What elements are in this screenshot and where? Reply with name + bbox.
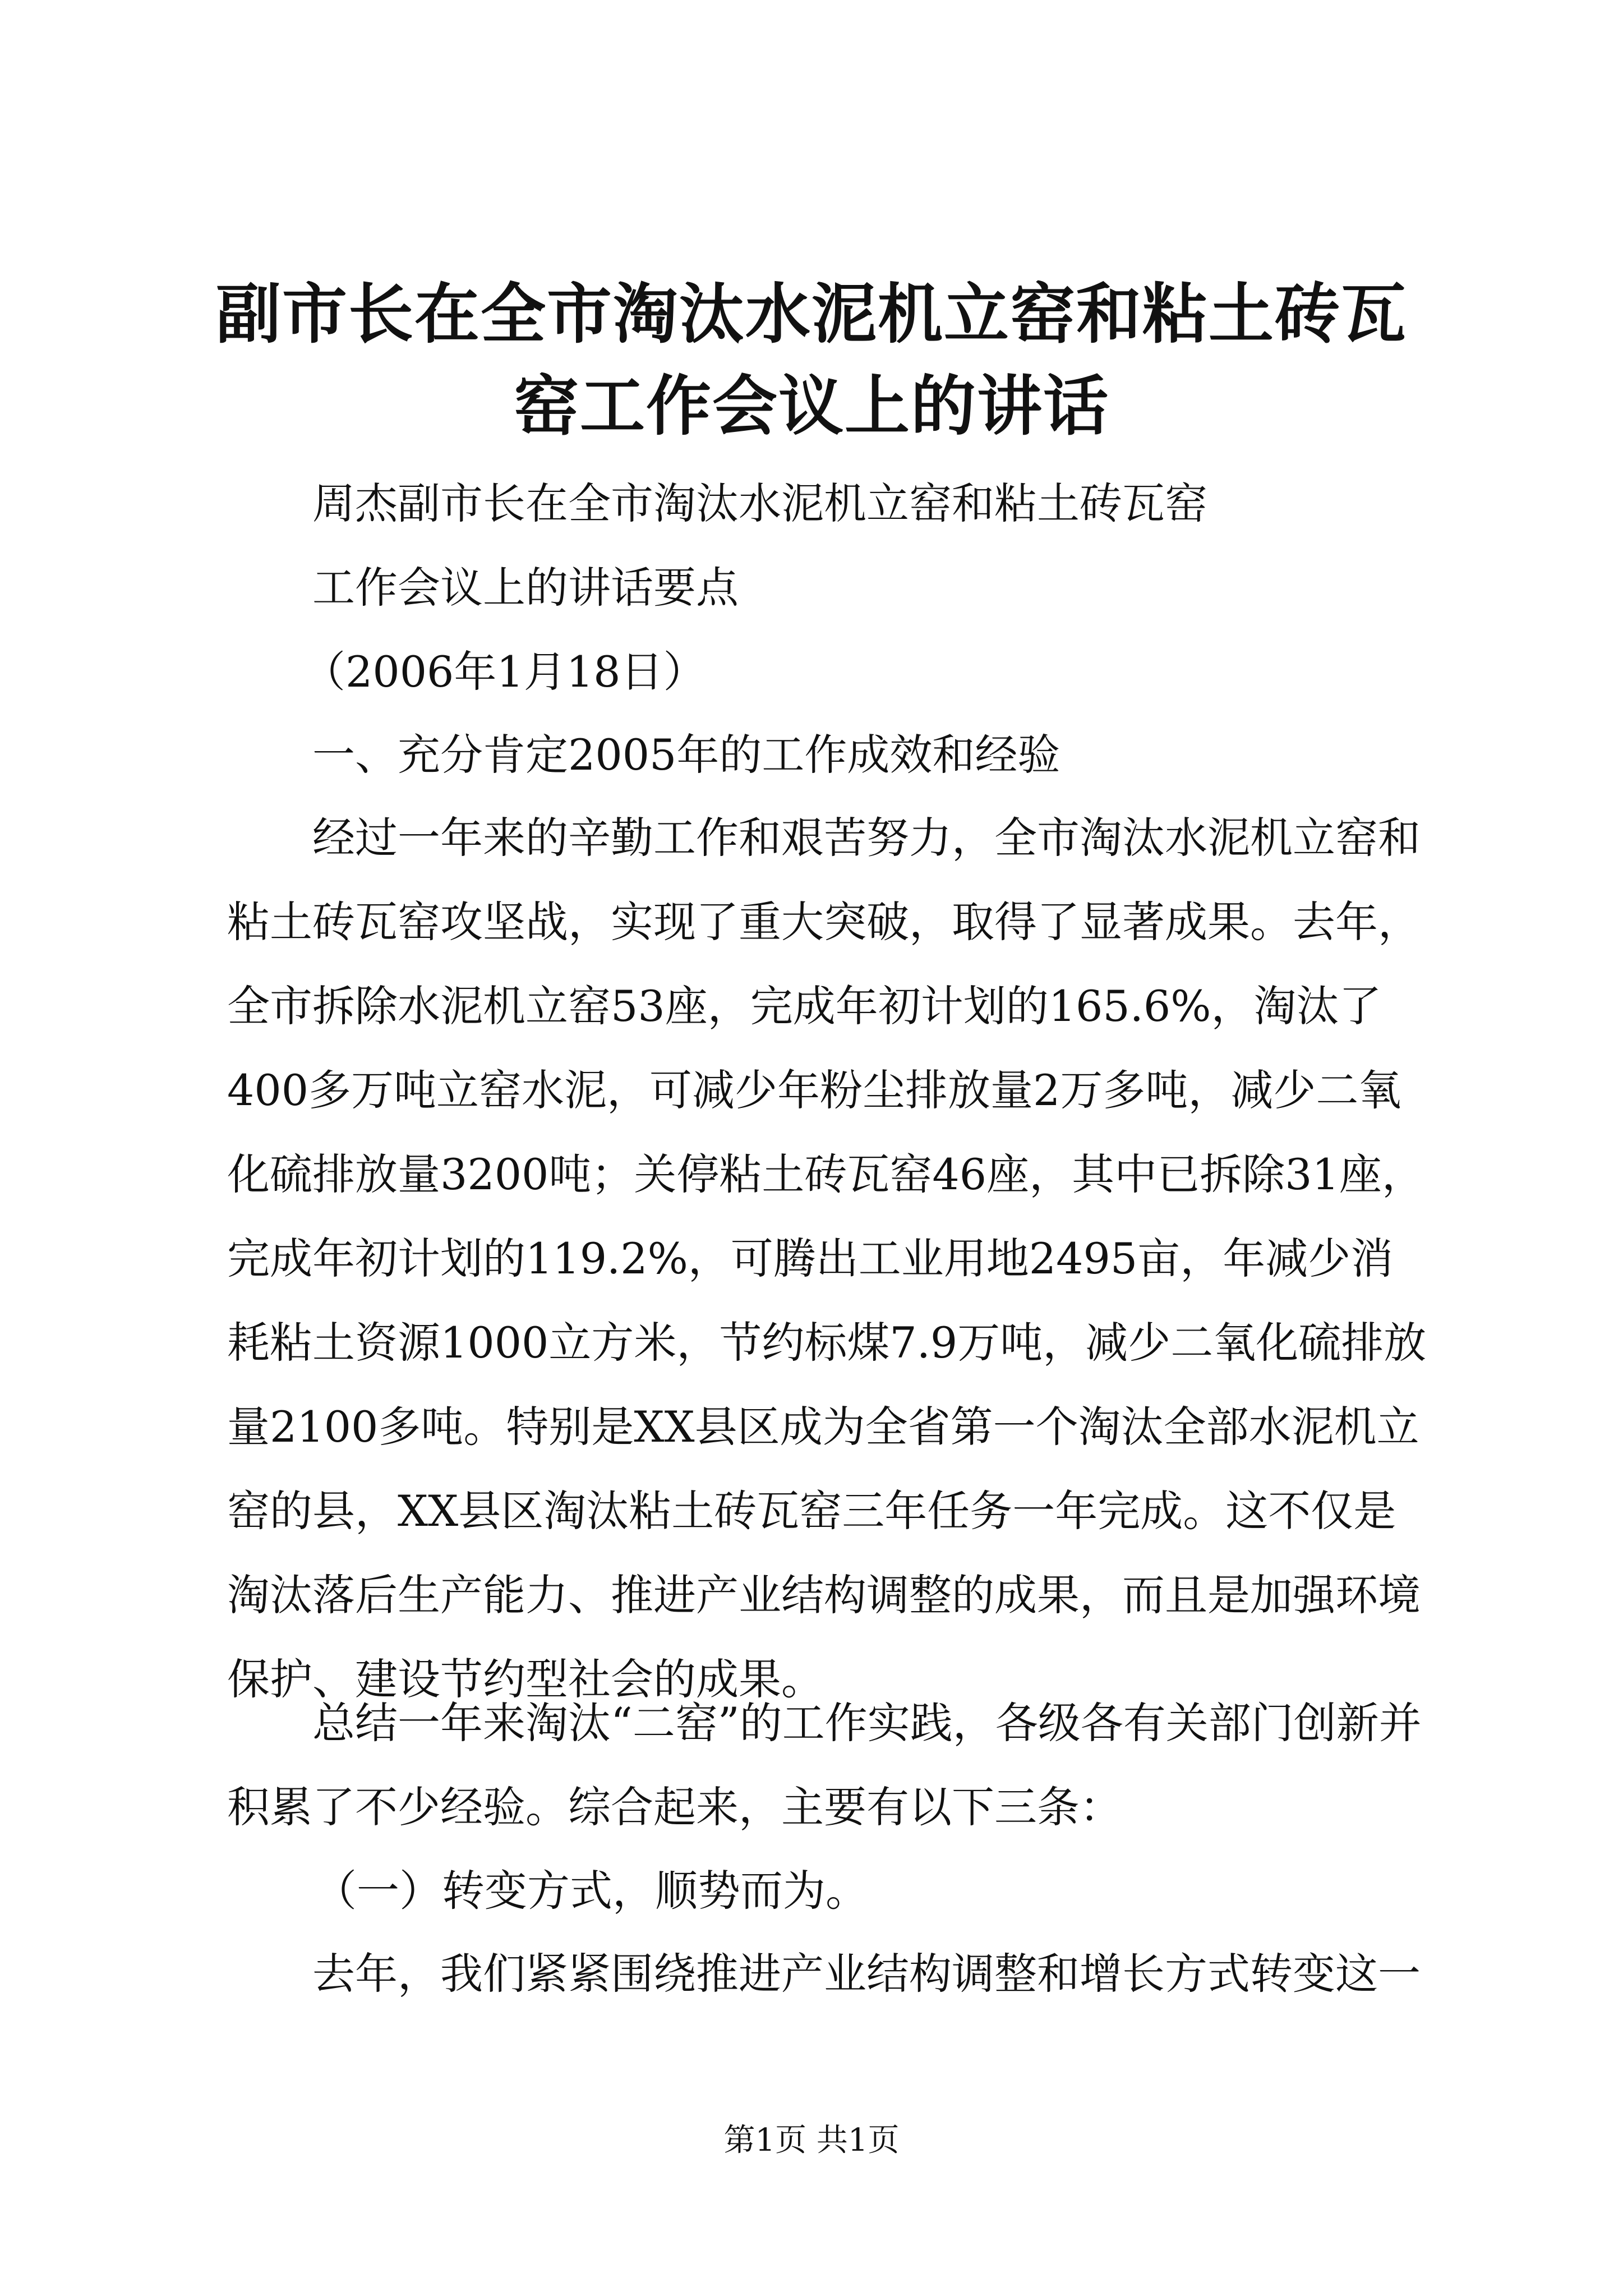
paragraph-experience-summary: 总结一年来淘汰“二窑”的工作实践，各级各有关部门创新并积累了不少经验。综合起来，主要有以下三条：	[227, 1698, 1422, 1832]
subtitle-line-2: 工作会议上的讲话要点	[312, 563, 739, 613]
speech-date: （2006年1月18日）	[303, 647, 706, 697]
subheading-1: （一）转变方式，顺势而为。	[314, 1866, 868, 1916]
subtitle-line-1: 周杰副市长在全市淘汰水泥机立窑和粘土砖瓦窑	[312, 478, 1207, 528]
section-heading-1: 一、充分肯定2005年的工作成效和经验	[312, 730, 1061, 780]
paragraph-last-year: 去年，我们紧紧围绕推进产业结构调整和增长方式转变这一	[312, 1949, 1421, 1999]
paragraph-achievements: 经过一年来的辛勤工作和艰苦努力，全市淘汰水泥机立窑和粘土砖瓦窑攻坚战，实现了重大突破，取得了显著成果。去年，全市拆除水泥机立窑53座，完成年初计划的165.6%，淘汰了400多万吨立窑水泥，可减少年粉尘排放量2万多吨，减少二氧化硫排放量3200吨；关停粘土砖瓦窑46座，其中已拆除31座，完成年初计划的119.2%，可腾出工业用地2495亩，年减少消耗粘土资源1000立方米，节约标煤7.9万吨，减少二氧化硫排放量2100多吨。特别是XX县区成为全省第一个淘汰全部水泥机立窑的县，XX县区淘汰粘土砖瓦窑三年任务一年完成。这不仅是淘汰落后生产能力、推进产业结构调整的成果，而且是加强环境保护、建设节约型社会的成果。	[227, 813, 1427, 1704]
document-title: 副市长在全市淘汰水泥机立窑和粘土砖瓦窑工作会议上的讲话	[216, 276, 1407, 444]
page-footer: 第1页 共1页	[723, 2122, 900, 2159]
